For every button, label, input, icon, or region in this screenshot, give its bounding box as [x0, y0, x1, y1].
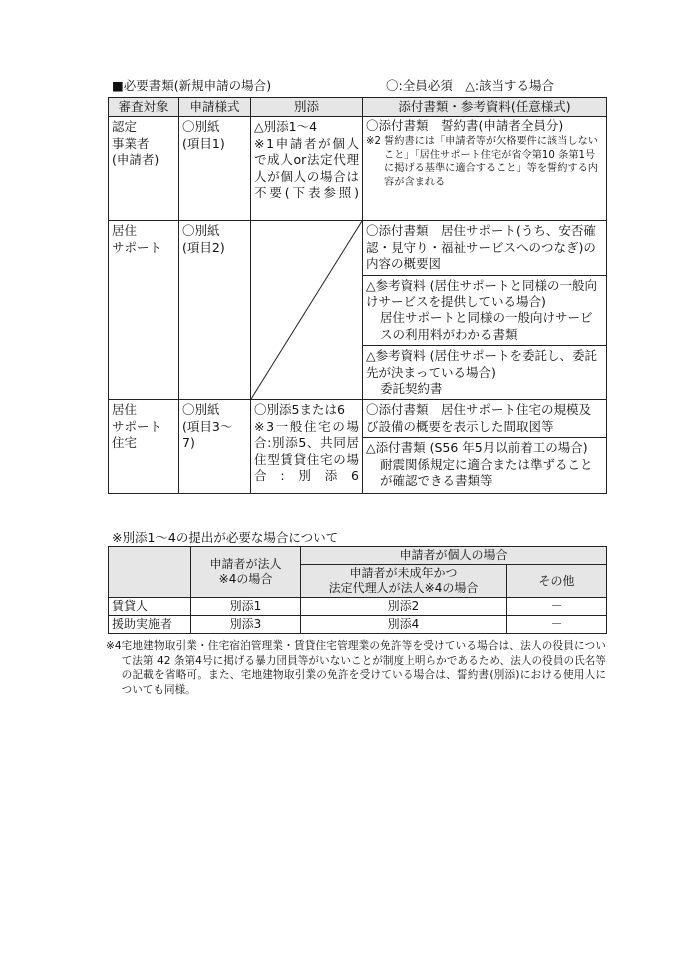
header-target: 審査対象	[109, 98, 179, 117]
target-line: サポート	[112, 239, 163, 255]
documents-cell	[363, 117, 607, 221]
form-line: (項目2)	[182, 239, 225, 255]
attachment-cell	[251, 400, 363, 493]
target-line: 認定	[112, 119, 138, 135]
form-line: 7)	[182, 435, 195, 451]
attachment-conditions-title: ※別添1～4の提出が必要な場合について	[112, 530, 339, 545]
document-text: 居住サポートと同様の一般向けサービスの利用料がわかる書類	[380, 310, 593, 342]
form-cell	[179, 117, 251, 221]
cell-corp: 別添3	[191, 616, 301, 634]
row-label: 援助実施者	[109, 616, 191, 634]
table-row	[109, 400, 607, 493]
document-item	[363, 346, 606, 399]
table-row	[109, 117, 607, 221]
target-cell	[109, 117, 179, 221]
cell-other: －	[507, 616, 607, 634]
table-row	[109, 616, 607, 634]
note-text: 誓約書には「申請者等が欠格要件に該当しないこと」「居住サポート住宅が省令第10 条第1号に掲げる基準に適合すること」等を誓約する内容が含まれる	[384, 135, 598, 189]
attachment-note: ※1申請者が個人で成人or法定代理人が個人の場合は不要(下表参照)	[254, 135, 359, 201]
form-line: 〇別紙	[182, 402, 220, 418]
required-documents-title: ■必要書類(新規申請の場合)	[112, 78, 272, 93]
form-line: 〇別紙	[182, 119, 220, 135]
footnote	[106, 639, 606, 697]
documents-cell	[363, 221, 607, 400]
document-item	[363, 221, 606, 275]
table-header-row	[109, 547, 607, 565]
header-individual: 申請者が個人の場合	[301, 547, 607, 565]
attachment-line: 〇別添5または6	[254, 402, 345, 418]
header-form: 申請様式	[179, 98, 251, 117]
document-item: 〇添付書類 誓約書(申請者全員分)	[366, 118, 564, 134]
target-cell	[109, 221, 179, 400]
header-other: その他	[507, 565, 607, 598]
attachment-line: △別添1～4	[254, 119, 318, 135]
cell-minor: 別添2	[301, 598, 507, 616]
header-line: 法定代理人が法人※4の場合	[328, 581, 479, 595]
documents-cell	[363, 400, 607, 493]
target-line: 事業者	[112, 135, 150, 151]
note-mark: ※2	[366, 135, 382, 147]
document-item	[363, 276, 606, 347]
document-text: 耐震関係規定に適合または準ずることが確認できる書類等	[380, 456, 593, 489]
target-cell	[109, 400, 179, 493]
attachment-cell	[251, 117, 363, 221]
attachment-note: ※3一般住宅の場合:別添5、共同居住型賃貸住宅の場合:別添6	[254, 418, 359, 484]
form-cell	[179, 221, 251, 400]
document-text: △参考資料 (居住サポートを委託し、委託先が決まっている場合)	[366, 348, 597, 380]
header-line: 申請者が未成年かつ	[349, 566, 458, 580]
cell-corp: 別添1	[191, 598, 301, 616]
document-text: △参考資料 (居住サポートと同様の一般向けサービスを提供している場合)	[366, 277, 597, 310]
table-header-row	[109, 98, 607, 117]
cell-other: －	[507, 598, 607, 616]
header-corporation	[191, 547, 301, 598]
form-line: 〇別紙	[182, 223, 220, 239]
table-row	[109, 598, 607, 616]
target-line: サポート	[112, 418, 163, 434]
footnote-text: 宅地建物取引業・住宅宿泊管理業・賃貸住宅管理業の免許等を受けている場合は、法人の役員について法第 42 条第4号に掲げる暴力団員等がいないことが制度上明らかであるため、法人の役員の氏名等の記載を省略可。また、宅地建物取引業の免許を受けている場合は、誓約書(別添)における使用人についても同様。	[121, 640, 606, 696]
form-line: (項目1)	[182, 135, 225, 151]
attachment-cell-empty	[251, 221, 363, 400]
target-line: 居住	[112, 402, 138, 418]
footnote-mark: ※4	[106, 640, 122, 652]
document-note	[363, 135, 606, 192]
document-item	[363, 438, 606, 492]
header-documents: 添付書類・参考資料(任意様式)	[363, 98, 607, 117]
document-text: 〇添付書類 居住サポート住宅の規模及び設備の概要を表示した間取図等	[366, 402, 592, 434]
attachment-conditions-table	[108, 546, 607, 634]
required-documents-table	[108, 97, 607, 494]
header-line: ※4の場合	[218, 572, 273, 586]
cell-minor: 別添4	[301, 616, 507, 634]
document-text: △添付書類 (S56 年5月以前着工の場合)	[366, 440, 588, 456]
document-text: 〇添付書類 居住サポート(うち、安否確認・見守り・福祉サービスへのつなぎ)の内容の概要図	[366, 223, 596, 272]
form-line: (項目3～	[182, 418, 233, 434]
document-text: 委託契約書	[380, 381, 443, 397]
legend-text: 〇:全員必須 △:該当する場合	[386, 78, 555, 93]
header-blank	[109, 547, 191, 598]
header-line: 申請者が法人	[209, 557, 282, 571]
target-line: 住宅	[112, 435, 138, 451]
form-cell	[179, 400, 251, 493]
diagonal-line-icon	[251, 221, 362, 399]
header-attachment: 別添	[251, 98, 363, 117]
table-row	[109, 221, 607, 400]
header-minor	[301, 565, 507, 598]
target-line: (申請者)	[112, 152, 160, 168]
row-label: 賃貸人	[109, 598, 191, 616]
target-line: 居住	[112, 223, 138, 239]
document-item	[363, 400, 606, 438]
